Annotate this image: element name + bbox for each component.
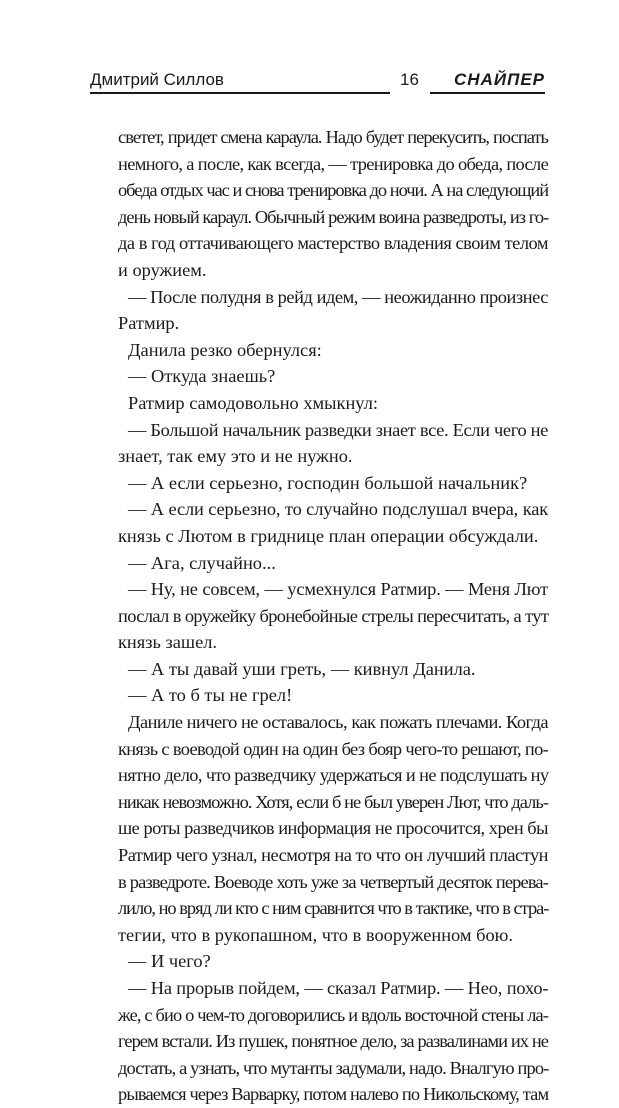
text-line: обеда отдых час и снова тренировка до ночи. А на следующий xyxy=(118,180,548,201)
text-line: никак невозможно. Хотя, если б не был уверен Лют, что даль- xyxy=(118,791,548,812)
text-line: Ратмир самодовольно хмыкнул: xyxy=(128,392,378,413)
text-line: Даниле ничего не оставалось, как пожать плечами. Когда xyxy=(128,712,548,733)
header-rule-right xyxy=(430,92,545,94)
text-line: Ратмир. xyxy=(118,313,180,334)
text-line: немного, а после, как всегда, — тренировка до обеда, после xyxy=(118,153,549,174)
text-line: ше роты разведчиков информация не просочится, хрен бы xyxy=(118,818,548,839)
text-line: Данила резко обернулся: xyxy=(128,339,322,360)
body-text xyxy=(118,124,548,1108)
text-line: князь с Лютом в гриднице план операции обсуждали. xyxy=(118,525,539,546)
text-line: — И чего? xyxy=(128,951,211,972)
page-header xyxy=(90,70,545,96)
text-line: — После полудня в рейд идем, — неожиданно произнес xyxy=(128,286,548,307)
text-line: — А то б ты не грел! xyxy=(128,685,293,706)
text-line: — А если серьезно, господин большой начальник? xyxy=(128,472,528,493)
text-line: герем встали. Из пушек, понятное дело, за развалинами их не xyxy=(118,1031,548,1052)
text-line: — Ага, случайно... xyxy=(128,552,276,573)
author-name: Дмитрий Силлов xyxy=(90,70,224,89)
header-rule-left xyxy=(90,92,390,94)
text-line: — А если серьезно, то случайно подслушал вчера, как xyxy=(128,499,548,520)
text-line: — Ну, не совсем, — усмехнулся Ратмир. — Меня Лют xyxy=(128,579,548,600)
text-line: князь зашел. xyxy=(118,632,218,653)
text-line: да в год оттачивающего мастерство владения своим телом xyxy=(118,233,548,254)
series-title: СНАЙПЕР xyxy=(454,70,545,89)
text-line: же, с био о чем-то договорились и вдоль восточной стены ла- xyxy=(118,1004,548,1025)
text-line: послал в оружейку бронебойные стрелы пересчитать, а тут xyxy=(118,605,549,626)
text-line: князь с воеводой один на один без бояр чего-то решают, по- xyxy=(118,738,548,759)
text-line: Ратмир чего узнал, несмотря на то что он лучший пластун xyxy=(118,845,548,866)
text-line: знает, так ему это и не нужно. xyxy=(118,446,353,467)
text-line: тегии, что в рукопашном, что в вооруженном бою. xyxy=(118,924,514,945)
text-line: день новый караул. Обычный режим воина разведроты, из го- xyxy=(118,206,549,227)
text-line: — Большой начальник разведки знает все. Если чего не xyxy=(128,419,548,440)
text-line: и оружием. xyxy=(118,259,207,280)
text-line: в разведроте. Воеводе хоть уже за четвертый десяток перева- xyxy=(118,871,548,892)
page-number: 16 xyxy=(400,70,419,89)
text-line: — А ты давай уши греть, — кивнул Данила. xyxy=(128,658,476,679)
text-line: — На прорыв пойдем, — сказал Ратмир. — Нео, похо- xyxy=(128,978,549,998)
text-line: лило, но вряд ли кто с ним сравнится что в тактике, что в стра- xyxy=(118,898,549,919)
text-line: достать, а узнать, что мутанты задумали, надо. Вналгую про- xyxy=(118,1057,549,1078)
text-line: светет, придет смена караула. Надо будет перекусить, поспать xyxy=(118,127,548,147)
text-line: — Откуда знаешь? xyxy=(128,366,276,387)
text-line: нятно дело, что разведчику удержаться и не подслушать ну xyxy=(118,765,549,786)
text-line: рываемся через Варварку, потом налево по Никольскому, там xyxy=(118,1084,549,1105)
